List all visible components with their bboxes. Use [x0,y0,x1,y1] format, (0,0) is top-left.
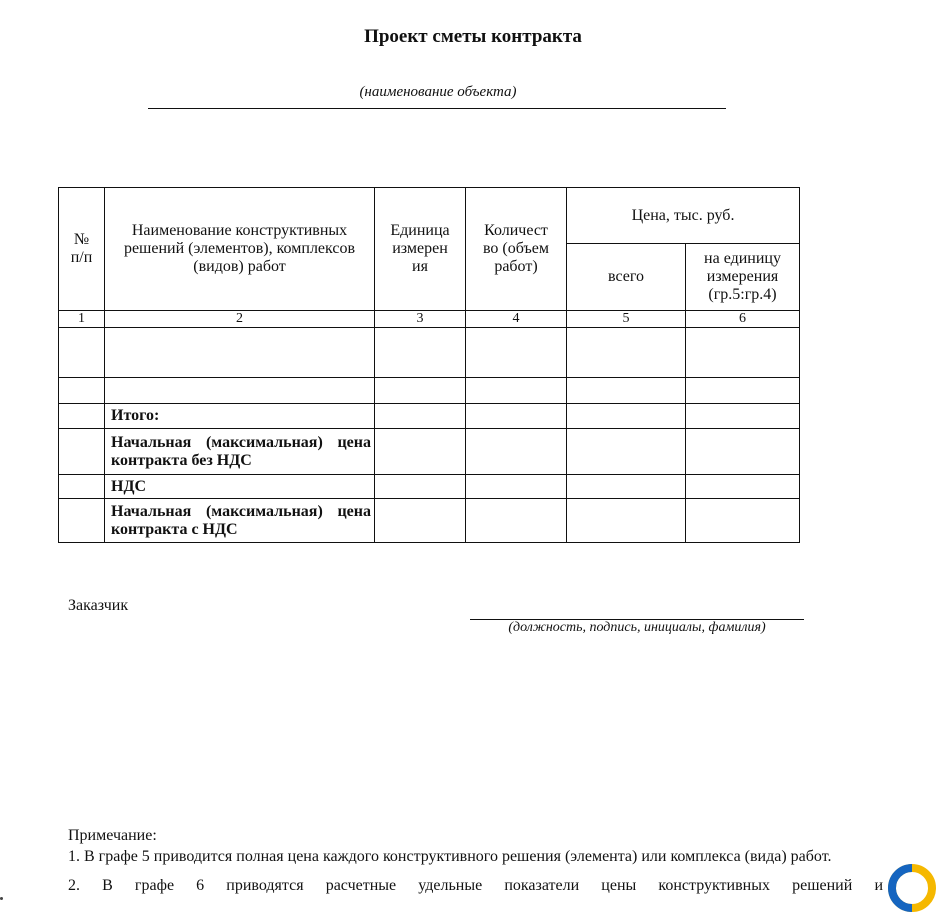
table-cell [466,499,567,543]
table-cell [567,475,686,499]
table-cell [105,328,375,378]
estimate-table [58,187,800,543]
column-numbers-row [59,311,800,328]
table-cell [567,404,686,429]
column-number: 6 [686,311,800,328]
column-number: 3 [375,311,466,328]
header-name: Наименование конструктивных решений (элементов), комплексов (видов) работ [105,188,375,311]
header-per-unit: на единицу измерения (гр.5:гр.4) [686,244,800,311]
table-cell [105,378,375,404]
table-cell [59,378,105,404]
customer-label: Заказчик [68,597,129,614]
table-cell [686,404,800,429]
summary-row-total [59,404,800,429]
table-cell [375,378,466,404]
header-row-1 [59,188,800,244]
table-cell [375,475,466,499]
header-total: всего [567,244,686,311]
notes-section [68,826,883,896]
summary-label: Начальная (максимальная) цена контракта с НДС [105,499,375,543]
table-row [59,378,800,404]
column-number: 2 [105,311,375,328]
object-name-caption: (наименование объекта) [359,84,517,100]
brand-logo-icon [888,864,936,912]
signature-caption: (должность, подпись, инициалы, фамилия) [508,620,766,635]
object-name-line [148,108,726,109]
summary-label: Начальная (максимальная) цена контракта без НДС [105,429,375,475]
table-cell [466,404,567,429]
table-cell [466,328,567,378]
summary-row-price-with-vat [59,499,800,543]
table-cell [466,429,567,475]
table-cell [686,429,800,475]
table-cell [375,404,466,429]
table-cell [686,328,800,378]
column-number: 5 [567,311,686,328]
table-cell [567,328,686,378]
table-cell [567,499,686,543]
table-cell [59,475,105,499]
header-unit: Единица измерен ия [375,188,466,311]
header-quantity: Количест во (объем работ) [466,188,567,311]
note-item: 2. В графе 6 приводятся расчетные удельные показатели цены конструктивных решений и [68,876,883,894]
table-cell [375,499,466,543]
summary-label: Итого: [105,404,375,429]
table-cell [59,328,105,378]
table-cell [567,429,686,475]
header-num: № п/п [59,188,105,311]
table-cell [686,378,800,404]
table-cell [59,429,105,475]
summary-row-vat [59,475,800,499]
summary-row-price-without-vat [59,429,800,475]
table-cell [59,499,105,543]
column-number: 1 [59,311,105,328]
note-item: 1. В графе 5 приводится полная цена каждого конструктивного решения (элемента) или комплекса (вида) работ. [68,847,832,865]
table-cell [466,378,567,404]
table-cell [375,328,466,378]
table-cell [567,378,686,404]
table-cell [686,475,800,499]
notes-heading: Примечание: [68,827,157,844]
header-price-group: Цена, тыс. руб. [567,188,800,244]
summary-label: НДС [105,475,375,499]
document-title: Проект сметы контракта [364,26,582,47]
column-number: 4 [466,311,567,328]
table-cell [59,404,105,429]
table-cell [686,499,800,543]
table-cell [466,475,567,499]
table-row [59,328,800,378]
table-cell [375,429,466,475]
scan-dot [0,897,3,900]
